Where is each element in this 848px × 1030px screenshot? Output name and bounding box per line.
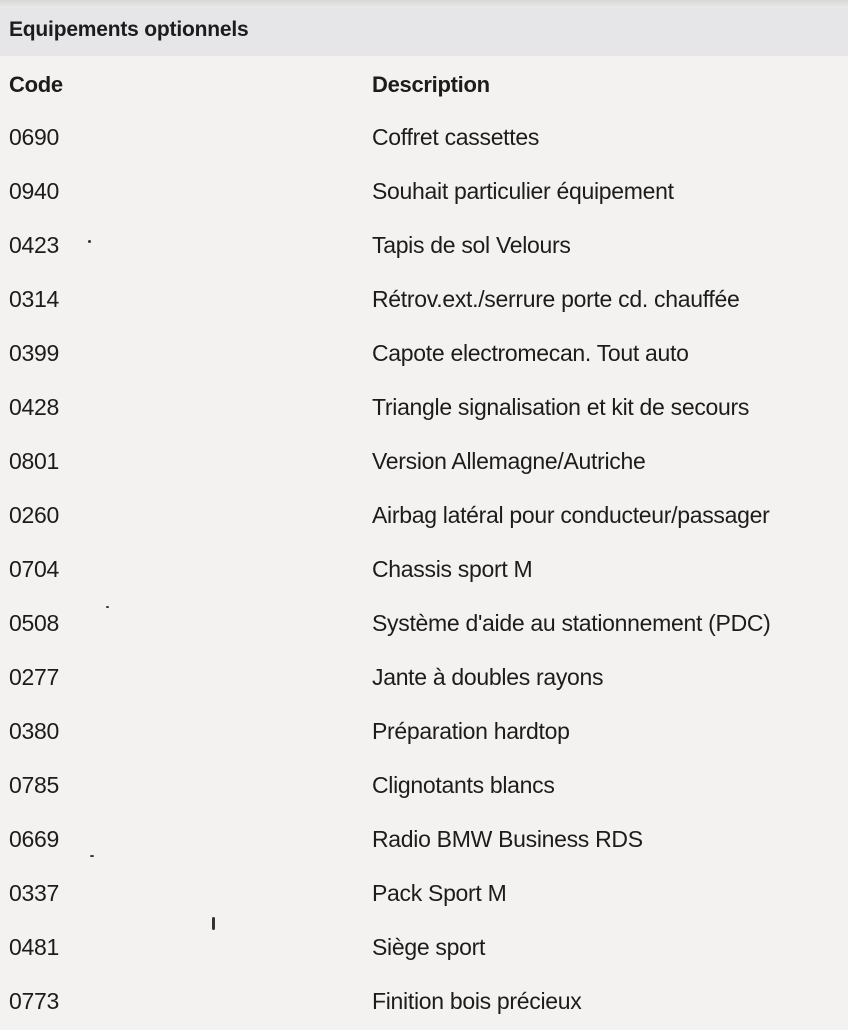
table-row — [0, 436, 848, 490]
code-column-header: Code — [9, 72, 63, 97]
table-row — [0, 706, 848, 760]
option-code: 0277 — [9, 664, 59, 690]
option-description: Clignotants blancs — [372, 772, 555, 798]
option-code: 0380 — [9, 718, 59, 744]
option-description: Airbag latéral pour conducteur/passager — [372, 502, 770, 528]
table-row — [0, 868, 848, 922]
table-row — [0, 274, 848, 328]
option-description: Version Allemagne/Autriche — [372, 448, 646, 474]
scan-speck — [106, 606, 109, 608]
option-description: Chassis sport M — [372, 556, 533, 582]
section-title: Equipements optionnels — [9, 18, 249, 41]
option-description: Pack Sport M — [372, 880, 507, 906]
option-description: Préparation hardtop — [372, 718, 570, 744]
option-code: 0690 — [9, 124, 59, 150]
table-row — [0, 544, 848, 598]
table-row — [0, 760, 848, 814]
table-row — [0, 976, 848, 1030]
scan-speck — [88, 240, 91, 243]
table-row — [0, 652, 848, 706]
table-row — [0, 328, 848, 382]
option-code: 0801 — [9, 448, 59, 474]
option-description: Siège sport — [372, 934, 486, 960]
option-code: 0508 — [9, 610, 59, 636]
option-description: Finition bois précieux — [372, 988, 582, 1014]
option-code: 0669 — [9, 826, 59, 852]
option-description: Radio BMW Business RDS — [372, 826, 643, 852]
top-border — [0, 0, 848, 8]
options-table — [0, 58, 848, 1030]
table-row — [0, 490, 848, 544]
option-description: Coffret cassettes — [372, 124, 540, 150]
option-code: 0399 — [9, 340, 59, 366]
scan-speck — [90, 855, 94, 857]
option-code: 0773 — [9, 988, 59, 1014]
option-code: 0940 — [9, 178, 59, 204]
option-code: 0704 — [9, 556, 59, 582]
option-code: 0260 — [9, 502, 59, 528]
option-description: Rétrov.ext./serrure porte cd. chauffée — [372, 286, 740, 312]
option-description: Jante à doubles rayons — [372, 664, 604, 690]
option-description: Tapis de sol Velours — [372, 232, 571, 258]
table-row — [0, 166, 848, 220]
option-code: 0481 — [9, 934, 59, 960]
table-row — [0, 220, 848, 274]
option-code: 0785 — [9, 772, 59, 798]
table-row — [0, 382, 848, 436]
table-row — [0, 598, 848, 652]
scan-speck — [212, 917, 215, 930]
option-code: 0337 — [9, 880, 59, 906]
option-description: Souhait particulier équipement — [372, 178, 674, 204]
table-row — [0, 814, 848, 868]
option-description: Triangle signalisation et kit de secours — [372, 394, 750, 420]
table-row — [0, 112, 848, 166]
description-column-header: Description — [372, 72, 490, 97]
option-code: 0428 — [9, 394, 59, 420]
option-description: Système d'aide au stationnement (PDC) — [372, 610, 771, 636]
option-code: 0314 — [9, 286, 59, 312]
option-code: 0423 — [9, 232, 59, 258]
option-description: Capote electromecan. Tout auto — [372, 340, 689, 366]
table-header-row — [0, 58, 848, 112]
table-row — [0, 922, 848, 976]
section-header — [0, 8, 848, 56]
